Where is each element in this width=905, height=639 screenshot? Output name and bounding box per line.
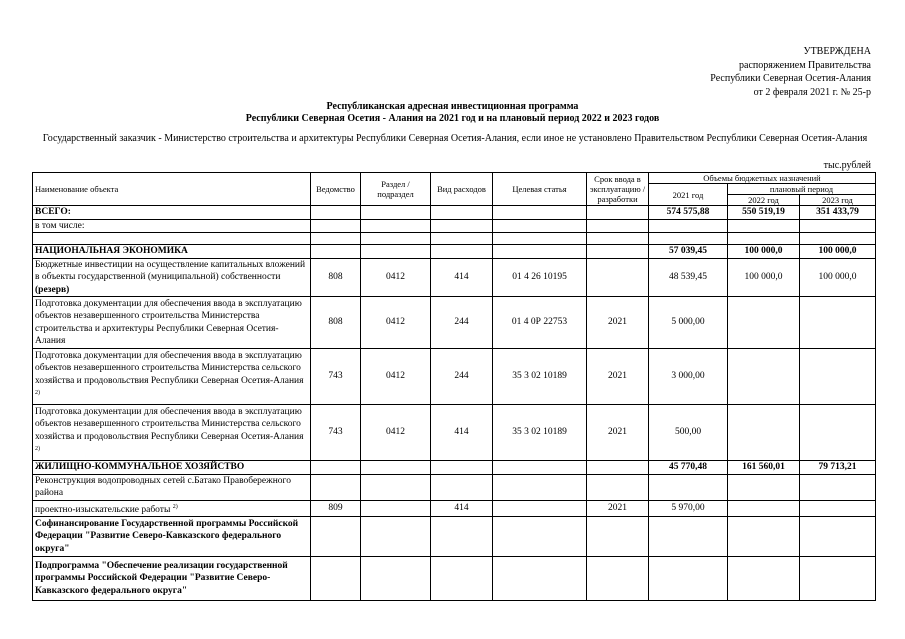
header-volumes: Объемы бюджетных назначений	[649, 173, 876, 184]
cell-section	[361, 461, 431, 475]
cell-2023	[800, 219, 876, 233]
cell-deadline	[587, 461, 649, 475]
cell-2023: 100 000,0	[800, 258, 876, 297]
cell-dept: 743	[311, 405, 361, 461]
cell-section: 0412	[361, 297, 431, 349]
cell-target	[493, 233, 587, 245]
header-target: Целевая статья	[493, 173, 587, 206]
cell-dept: 743	[311, 349, 361, 405]
header-deadline: Срок ввода в эксплуатацию / разработки	[587, 173, 649, 206]
cell-section: 0412	[361, 405, 431, 461]
cell-name	[33, 233, 311, 245]
cell-2022	[728, 219, 800, 233]
cell-exp-type	[431, 517, 493, 557]
cell-deadline	[587, 233, 649, 245]
cell-name	[33, 461, 311, 475]
cell-deadline: 2021	[587, 405, 649, 461]
cell-deadline	[587, 206, 649, 220]
cell-section	[361, 219, 431, 233]
cell-deadline	[587, 474, 649, 500]
cell-deadline	[587, 219, 649, 233]
cell-exp-type	[431, 233, 493, 245]
header-2021: 2021 год	[649, 184, 728, 206]
cell-2022: 550 519,19	[728, 206, 800, 220]
table-row	[33, 500, 876, 517]
row-name-text: Реконструкция водопроводных сетей с.Батако Правобережного района	[35, 475, 291, 498]
title-line-2: Республики Северная Осетия - Алания на 2021 год и на плановый период 2022 и 2023 годов	[245, 113, 660, 124]
customer-text: Государственный заказчик - Министерство строительства и архитектуры Республики Северная Осетия-Алания, если иное не установлено Правительством Республики Северная Осетия-Алания	[42, 133, 868, 144]
cell-section: 0412	[361, 258, 431, 297]
cell-exp-type	[431, 474, 493, 500]
cell-2022	[728, 297, 800, 349]
table-row	[33, 245, 876, 259]
cell-2022: 100 000,0	[728, 245, 800, 259]
cell-2022	[728, 500, 800, 517]
cell-2021	[649, 557, 728, 601]
table-row	[33, 517, 876, 557]
cell-exp-type	[431, 461, 493, 475]
cell-target	[493, 245, 587, 259]
document-title	[0, 101, 905, 125]
cell-name	[33, 474, 311, 500]
cell-target	[493, 500, 587, 517]
cell-exp-type: 244	[431, 349, 493, 405]
cell-2021: 48 539,45	[649, 258, 728, 297]
table-row	[33, 349, 876, 405]
cell-2021	[649, 517, 728, 557]
cell-2021: 57 039,45	[649, 245, 728, 259]
cell-target: 35 3 02 10189	[493, 405, 587, 461]
header-name: Наименование объекта	[33, 173, 311, 206]
cell-dept: 808	[311, 258, 361, 297]
header-section: Раздел / подраздел	[361, 173, 431, 206]
cell-exp-type	[431, 206, 493, 220]
cell-2023	[800, 557, 876, 601]
cell-name	[33, 206, 311, 220]
cell-2022: 100 000,0	[728, 258, 800, 297]
table-row	[33, 461, 876, 475]
cell-2021: 5 000,00	[649, 297, 728, 349]
header-planned: плановый период	[728, 184, 876, 195]
cell-section	[361, 474, 431, 500]
cell-name	[33, 245, 311, 259]
cell-section	[361, 245, 431, 259]
cell-2021	[649, 219, 728, 233]
cell-dept	[311, 233, 361, 245]
row-name-text: ВСЕГО:	[35, 207, 71, 217]
cell-exp-type	[431, 219, 493, 233]
cell-target: 35 3 02 10189	[493, 349, 587, 405]
cell-2022	[728, 349, 800, 405]
footnote-mark: 2)	[35, 390, 40, 397]
cell-exp-type: 414	[431, 500, 493, 517]
header-dept: Ведомство	[311, 173, 361, 206]
cell-section	[361, 557, 431, 601]
cell-name	[33, 219, 311, 233]
cell-deadline: 2021	[587, 500, 649, 517]
row-name-text: Подготовка документации для обеспечения ввода в эксплуатацию объектов незавершенного строительства Министерства строительства и архитектуры Республики Северная Осетия-Алания	[35, 298, 302, 346]
cell-name	[33, 258, 311, 297]
row-name-text: Подготовка документации для обеспечения ввода в эксплуатацию объектов незавершенного строительства Министерства сельского хозяйства и продовольствия Республики Северная Осетия-Алания	[35, 406, 304, 442]
cell-2021: 500,00	[649, 405, 728, 461]
cell-2023: 100 000,0	[800, 245, 876, 259]
cell-2022	[728, 233, 800, 245]
cell-2023: 351 433,79	[800, 206, 876, 220]
cell-deadline	[587, 245, 649, 259]
table-row	[33, 206, 876, 220]
cell-2022	[728, 405, 800, 461]
investment-table	[32, 172, 876, 601]
cell-exp-type: 244	[431, 297, 493, 349]
cell-name	[33, 500, 311, 517]
header-2022: 2022 год	[728, 195, 800, 206]
cell-exp-type	[431, 557, 493, 601]
footnote-mark: 2)	[35, 446, 40, 453]
cell-deadline	[587, 517, 649, 557]
cell-2023	[800, 474, 876, 500]
approval-line-1: УТВЕРЖДЕНА	[803, 46, 871, 57]
cell-target	[493, 517, 587, 557]
cell-dept	[311, 206, 361, 220]
cell-2022	[728, 557, 800, 601]
cell-section	[361, 233, 431, 245]
cell-target: 01 4 0Р 22753	[493, 297, 587, 349]
cell-deadline	[587, 557, 649, 601]
row-name-text: проектно-изыскательские работы	[35, 504, 171, 515]
cell-exp-type	[431, 245, 493, 259]
cell-2023	[800, 517, 876, 557]
approval-line-4: от 2 февраля 2021 г. № 25-р	[753, 86, 871, 98]
cell-2021: 574 575,88	[649, 206, 728, 220]
cell-exp-type: 414	[431, 405, 493, 461]
cell-dept: 809	[311, 500, 361, 517]
cell-2021	[649, 474, 728, 500]
row-name-suffix: (резерв)	[35, 284, 70, 295]
units-label: тыс.рублей	[823, 160, 871, 171]
cell-deadline: 2021	[587, 349, 649, 405]
cell-section	[361, 517, 431, 557]
cell-target	[493, 461, 587, 475]
row-name-text: ЖИЛИЩНО-КОММУНАЛЬНОЕ ХОЗЯЙСТВО	[35, 462, 245, 472]
cell-dept	[311, 461, 361, 475]
cell-2023	[800, 405, 876, 461]
table-row	[33, 258, 876, 297]
cell-target	[493, 474, 587, 500]
table-body	[33, 206, 876, 601]
cell-2023	[800, 349, 876, 405]
footnote-mark: 2)	[172, 503, 178, 510]
table-row	[33, 557, 876, 601]
cell-name	[33, 557, 311, 601]
cell-2022: 161 560,01	[728, 461, 800, 475]
cell-2023: 79 713,21	[800, 461, 876, 475]
cell-deadline: 2021	[587, 297, 649, 349]
cell-dept	[311, 474, 361, 500]
cell-2022	[728, 517, 800, 557]
cell-2023	[800, 233, 876, 245]
cell-2021: 3 000,00	[649, 349, 728, 405]
cell-dept	[311, 219, 361, 233]
cell-name	[33, 405, 311, 461]
table-row	[33, 233, 876, 245]
row-name-text: НАЦИОНАЛЬНАЯ ЭКОНОМИКА	[35, 246, 188, 256]
header-2023: 2023 год	[800, 195, 876, 206]
approval-block	[710, 45, 871, 99]
table-header	[33, 173, 876, 206]
table-row	[33, 405, 876, 461]
row-name-text: Подготовка документации для обеспечения ввода в эксплуатацию объектов незавершенного строительства Министерства сельского хозяйства и продовольствия Республики Северная Осетия-Алания	[35, 350, 304, 386]
cell-exp-type: 414	[431, 258, 493, 297]
cell-2023	[800, 297, 876, 349]
table-row	[33, 219, 876, 233]
row-name-text: Бюджетные инвестиции на осуществление капитальных вложений в объекты государственной (муниципальной) собственности	[35, 259, 306, 282]
row-name-text: в том числе:	[35, 220, 85, 231]
title-line-1: Республиканская адресная инвестиционная программа	[326, 101, 579, 112]
cell-dept	[311, 517, 361, 557]
cell-dept: 808	[311, 297, 361, 349]
cell-target	[493, 206, 587, 220]
cell-2023	[800, 500, 876, 517]
cell-target: 01 4 26 10195	[493, 258, 587, 297]
cell-section	[361, 206, 431, 220]
cell-dept	[311, 557, 361, 601]
cell-name	[33, 297, 311, 349]
header-exp-type: Вид расходов	[431, 173, 493, 206]
cell-deadline	[587, 258, 649, 297]
cell-2021: 5 970,00	[649, 500, 728, 517]
table-row	[33, 474, 876, 500]
cell-target	[493, 219, 587, 233]
approval-line-2: распоряжением Правительства	[739, 59, 871, 71]
cell-2021	[649, 233, 728, 245]
approval-line-3: Республики Северная Осетия-Алания	[710, 73, 871, 84]
cell-dept	[311, 245, 361, 259]
row-name-text: Софинансирование Государственной программы Российской Федерации "Развитие Северо-Кавказского федерального округа"	[35, 518, 299, 554]
cell-2021: 45 770,48	[649, 461, 728, 475]
cell-section	[361, 500, 431, 517]
cell-target	[493, 557, 587, 601]
cell-2022	[728, 474, 800, 500]
table-row	[33, 297, 876, 349]
cell-section: 0412	[361, 349, 431, 405]
cell-name	[33, 517, 311, 557]
cell-name	[33, 349, 311, 405]
row-name-text: Подпрограмма "Обеспечение реализации государственной программы Российской Федерации "Развитие Северо-Кавказского федерального округа"	[35, 560, 288, 596]
